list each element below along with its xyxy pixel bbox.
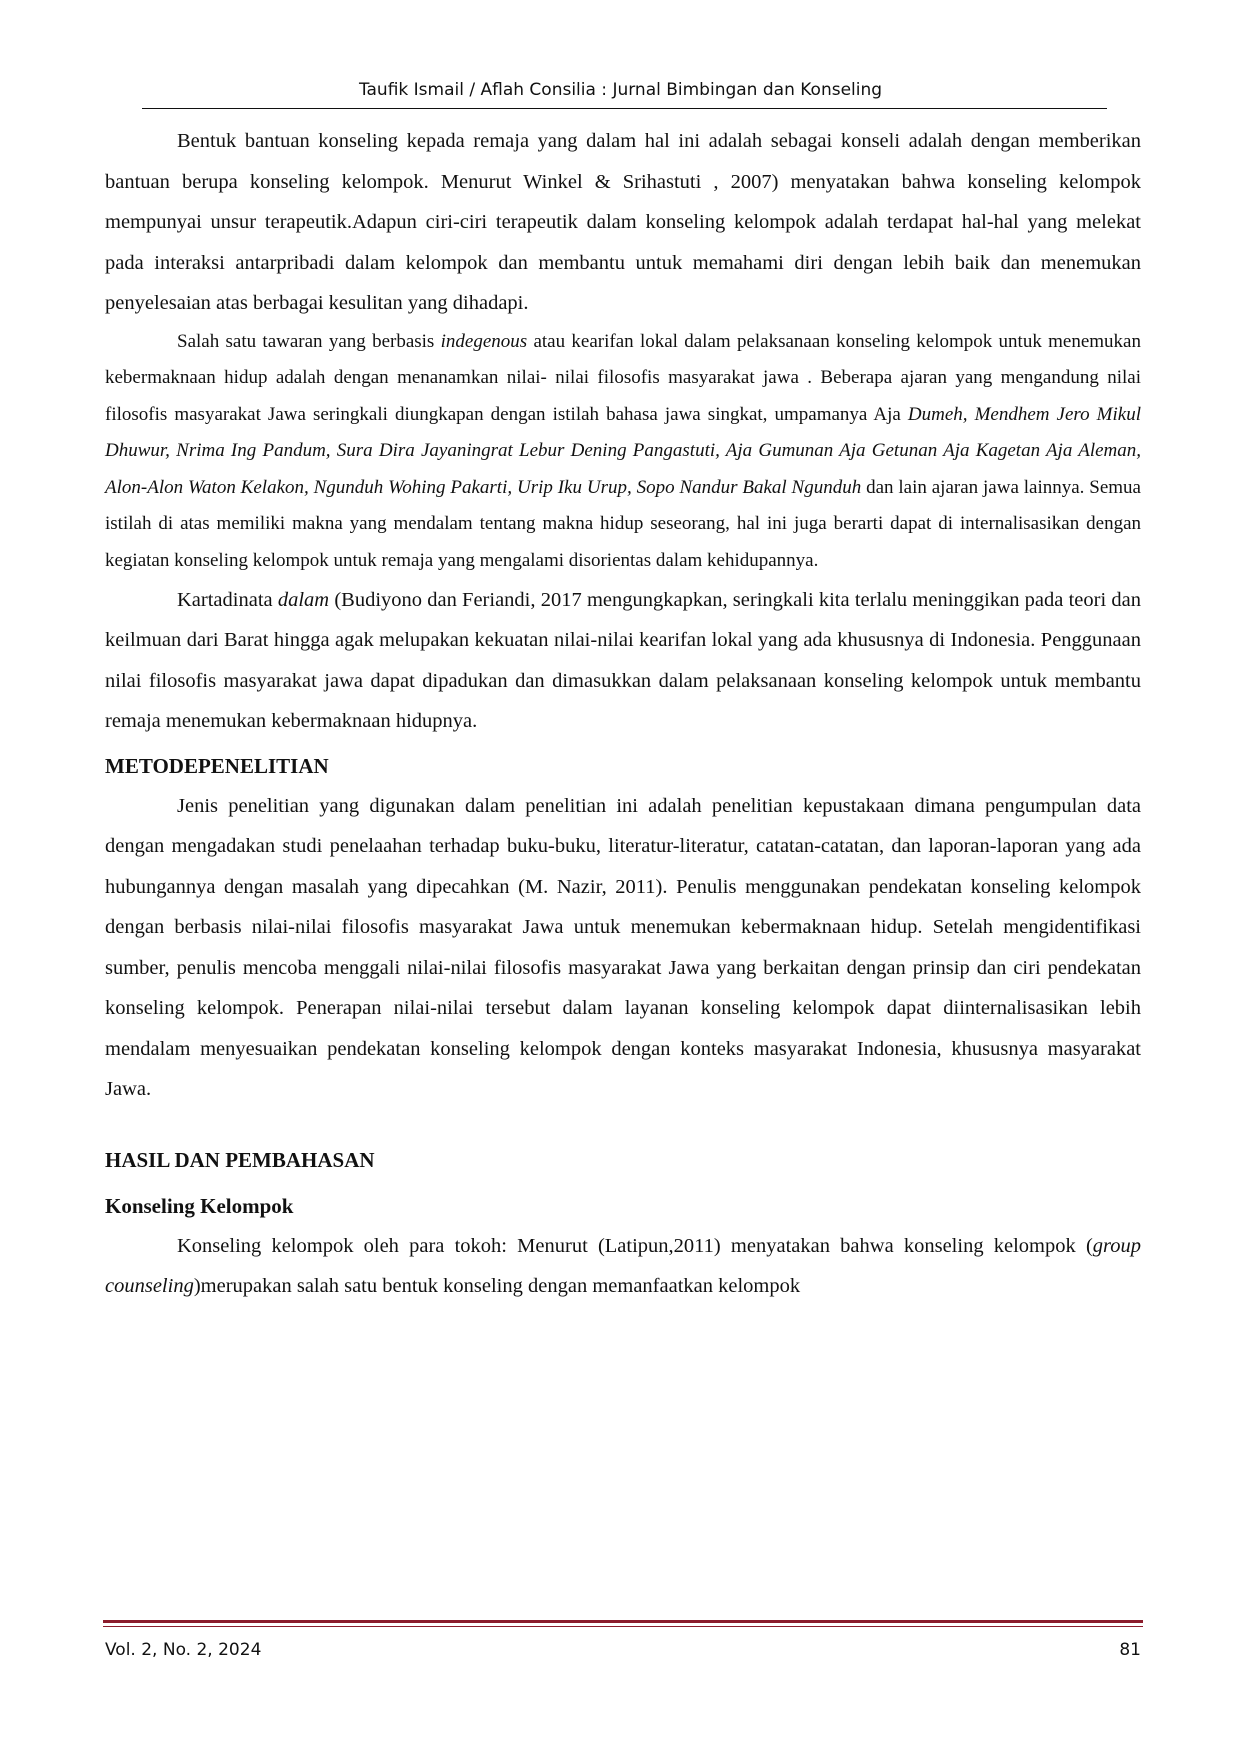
text-run: Kartadinata [177,588,278,611]
page-number: 81 [1119,1640,1141,1660]
subsection-heading-konseling-kelompok: Konseling Kelompok [105,1193,294,1218]
text-run: Bentuk bantuan konseling kepada remaja yang dalam hal ini adalah sebagai konseli adalah dengan memberikan bantuan berupa konseling kelompok. Menurut Winkel & Srihastuti , 2007) menyatakan bahwa konseling kelompok mempunyai unsur terapeutik.Adapun ciri-ciri terapeutik dalam konseling kelompok adalah terdapat hal-hal yang melekat pada interaksi antarpribadi dalam kelompok dan membantu untuk memahami diri dengan lebih baik dan menemukan penyelesaian atas berbagai kesulitan yang dihadapi. [105,130,1141,314]
text-run: atau kearifan lokal dalam pelaksanaan konseling kelompok untuk menemukan kebermaknaan hidup adalah dengan menanamkan nilai- nilai filosofis masyarakat jawa . Beberapa ajaran yang mengandung nilai filosofis masyarakat Jawa seringkali diungkapan dengan istilah bahasa jawa singkat, umpamanya Aja [105,330,1141,425]
footer-rule-thin [103,1626,1143,1627]
text-run: dan lain ajaran jawa lainnya. Semua istilah di atas memiliki makna yang mendalam tentang makna hidup seseorang, hal ini juga berarti dapat di internalisasikan dengan kegiatan konseling kelompok untuk remaja yang mengalami disorientas dalam kehidupannya. [105,476,1141,572]
paragraph-kartadinata [105,580,1141,742]
text-run: Konseling kelompok oleh para tokoh: Menurut (Latipun,2011) menyatakan bahwa konseling kelompok ( [177,1234,1093,1257]
header-rule [142,108,1107,109]
text-run: (Budiyono dan Feriandi, 2017 mengungkapkan, seringkali kita terlalu meninggikan pada teori dan keilmuan dari Barat hingga agak melupakan kekuatan nilai-nilai kearifan lokal yang ada khususnya di Indonesia. Penggunaan nilai filosofis masyarakat jawa dapat dipadukan dan dimasukkan dalam pelaksanaan konseling kelompok untuk membantu remaja menemukan kebermaknaan hidupnya. [105,588,1141,733]
footer-rule [103,1620,1143,1623]
paragraph-konseling-kelompok-intro [105,121,1141,324]
text-run: Salah satu tawaran yang berbasis [177,330,441,352]
section-heading-results: HASIL DAN PEMBAHASAN [105,1147,375,1172]
italic-term: group counseling [105,1234,1141,1298]
italic-term: Dumeh, Mendhem Jero Mikul Dhuwur, Nrima Ing Pandum, Sura Dira Jayaningrat Lebur Dening Pangastuti, Aja Gumunan Aja Getunan Aja Kagetan Aja Aleman, Alon-Alon Waton Kelakon, Ngunduh Wohing Pakarti, Urip Iku Urup, Sopo Nandur Bakal Ngunduh [105,403,1141,498]
paragraph-indigenous-values [105,324,1141,580]
text-run: )merupakan salah satu bentuk konseling dengan memanfaatkan kelompok [193,1275,801,1298]
paragraph-method: Jenis penelitian yang digunakan dalam penelitian ini adalah penelitian kepustakaan dimana pengumpulan data dengan mengadakan studi penelaahan terhadap buku-buku, literatur-literatur, catatan-catatan, dan laporan-laporan yang ada hubungannya dengan masalah yang dipecahkan (M. Nazir, 2011). Penulis menggunakan pendekatan konseling kelompok dengan berbasis nilai-nilai filosofis masyarakat Jawa untuk menemukan kebermaknaan hidup. Setelah mengidentifikasi sumber, penulis mencoba menggali nilai-nilai filosofis masyarakat Jawa yang berkaitan dengan prinsip dan ciri pendekatan konseling kelompok. Penerapan nilai-nilai tersebut dalam layanan konseling kelompok dapat diinternalisasikan lebih mendalam menyesuaikan pendekatan konseling kelompok dengan konteks masyarakat Indonesia, khususnya masyarakat Jawa. [105,794,1141,1101]
running-header: Taufik Ismail / Aflah Consilia : Jurnal Bimbingan dan Konseling [358,80,883,100]
italic-term: dalam [277,588,330,611]
italic-term: indegenous [440,330,528,352]
footer-volume: Vol. 2, No. 2, 2024 [105,1640,262,1660]
section-heading-method: METODEPENELITIAN [105,753,329,778]
paragraph-results-intro [105,1226,1141,1307]
article-body [105,121,1141,1307]
